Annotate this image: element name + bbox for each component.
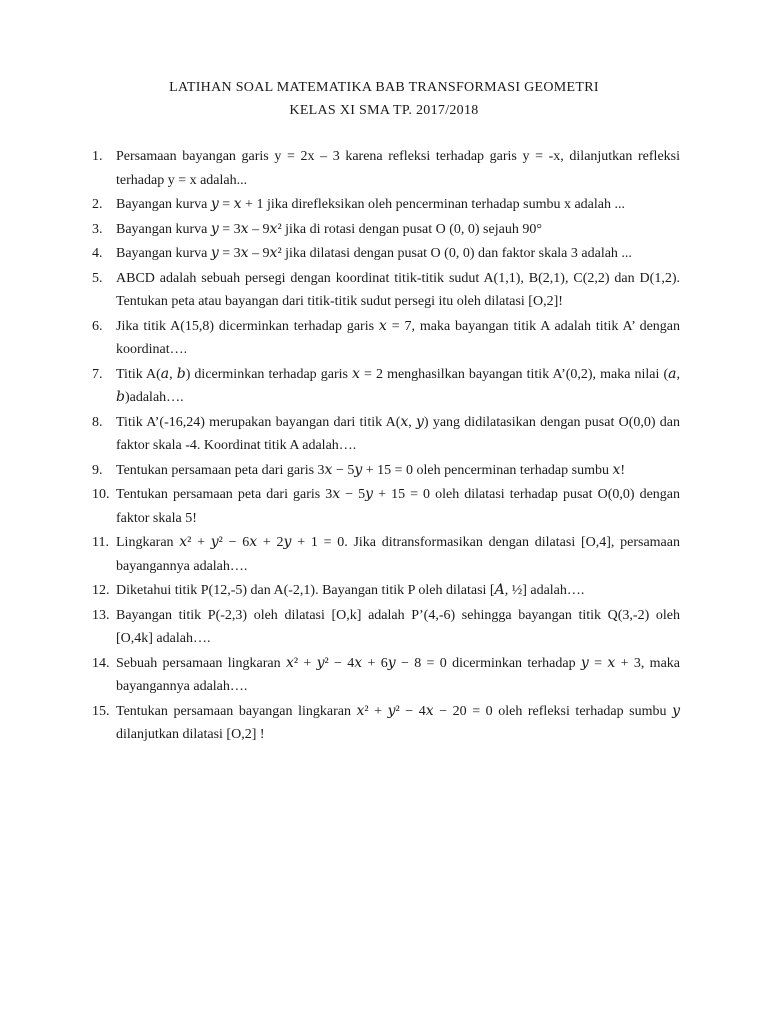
question-text: Tentukan persamaan peta dari garis 3𝑥 − 5𝑦 + 15 = 0 oleh pencerminan terhadap sumbu 𝑥! — [116, 462, 626, 478]
question-item — [92, 483, 680, 530]
question-item — [92, 218, 680, 242]
question-number: 15. — [92, 703, 110, 719]
question-item — [92, 193, 680, 217]
question-text: Persamaan bayangan garis y = 2x – 3 karena refleksi terhadap garis y = -x, dilanjutkan refleksi terhadap y = x adalah... — [116, 149, 680, 188]
document-subtitle: KELAS XI SMA TP. 2017/2018 — [289, 103, 479, 118]
question-text: Bayangan kurva 𝑦 = 3𝑥 – 9𝑥² jika di rotasi dengan pusat O (0, 0) sejauh 90° — [116, 221, 542, 237]
question-text: Bayangan titik P(-2,3) oleh dilatasi [O,k] adalah P’(4,-6) sehingga bayangan titik Q(3,-2) oleh [O,4k] adalah…. — [116, 607, 680, 646]
question-item — [92, 652, 680, 699]
question-text: Lingkaran 𝑥² + 𝑦² − 6𝑥 + 2𝑦 + 1 = 0. Jika ditransformasikan dengan dilatasi [O,4], persamaan bayangannya adalah…. — [116, 535, 680, 574]
question-number: 8. — [92, 414, 103, 430]
question-number: 5. — [92, 270, 103, 286]
question-text: Diketahui titik P(12,-5) dan A(-2,1). Bayangan titik P oleh dilatasi [𝐴, ½] adalah…. — [116, 583, 585, 598]
question-number: 14. — [92, 655, 110, 671]
document-title: LATIHAN SOAL MATEMATIKA BAB TRANSFORMASI GEOMETRI — [169, 80, 599, 95]
question-text: Titik A(𝑎, 𝑏) dicerminkan terhadap garis 𝑥 = 2 menghasilkan bayangan titik A’(0,2), maka nilai (𝑎, 𝑏)adalah…. — [116, 366, 680, 405]
question-number: 2. — [92, 197, 103, 212]
question-item — [92, 411, 680, 458]
question-text: Bayangan kurva 𝑦 = 3𝑥 – 9𝑥² jika dilatasi dengan pusat O (0, 0) dan faktor skala 3 adalah ... — [116, 246, 632, 261]
question-item — [92, 700, 680, 747]
question-item — [92, 267, 680, 314]
question-item — [92, 363, 680, 410]
question-item — [92, 459, 680, 483]
question-number: 4. — [92, 246, 103, 261]
question-number: 9. — [92, 462, 103, 478]
question-number: 13. — [92, 607, 110, 623]
question-list — [92, 145, 680, 748]
question-text: ABCD adalah sebuah persegi dengan koordinat titik-titik sudut A(1,1), B(2,1), C(2,2) dan D(1,2). Tentukan peta atau bayangan dari titik-titik sudut persegi itu oleh dilatasi [O,2]! — [116, 270, 680, 309]
question-text: Bayangan kurva 𝑦 = 𝑥 + 1 jika direfleksikan oleh pencerminan terhadap sumbu x adalah ... — [116, 197, 625, 212]
question-text: Titik A’(-16,24) merupakan bayangan dari titik A(𝑥, 𝑦) yang didilatasikan dengan pusat O(0,0) dan faktor skala -4. Koordinat titik A adalah…. — [116, 414, 680, 453]
document-header — [0, 76, 768, 122]
question-text: Tentukan persamaan bayangan lingkaran 𝑥² + 𝑦² − 4𝑥 − 20 = 0 oleh refleksi terhadap sumbu 𝑦 dilanjutkan dilatasi [O,2] ! — [116, 703, 680, 742]
question-text: Tentukan persamaan peta dari garis 3𝑥 − 5𝑦 + 15 = 0 oleh dilatasi terhadap pusat O(0,0) dengan faktor skala 5! — [116, 487, 680, 526]
question-item — [92, 145, 680, 192]
question-item — [92, 531, 680, 578]
question-item — [92, 242, 680, 266]
question-number: 12. — [92, 583, 110, 598]
question-text: Jika titik A(15,8) dicerminkan terhadap garis 𝑥 = 7, maka bayangan titik A adalah titik A’ dengan koordinat…. — [116, 318, 680, 357]
question-number: 11. — [92, 535, 109, 550]
question-item — [92, 604, 680, 651]
question-item — [92, 315, 680, 362]
question-text: Sebuah persamaan lingkaran 𝑥² + 𝑦² − 4𝑥 + 6𝑦 − 8 = 0 dicerminkan terhadap 𝑦 = 𝑥 + 3, maka bayangannya adalah…. — [116, 655, 680, 694]
question-number: 10. — [92, 487, 110, 502]
question-number: 7. — [92, 366, 103, 382]
question-number: 3. — [92, 221, 103, 237]
question-number: 6. — [92, 318, 103, 334]
question-number: 1. — [92, 149, 103, 164]
question-item — [92, 579, 680, 603]
